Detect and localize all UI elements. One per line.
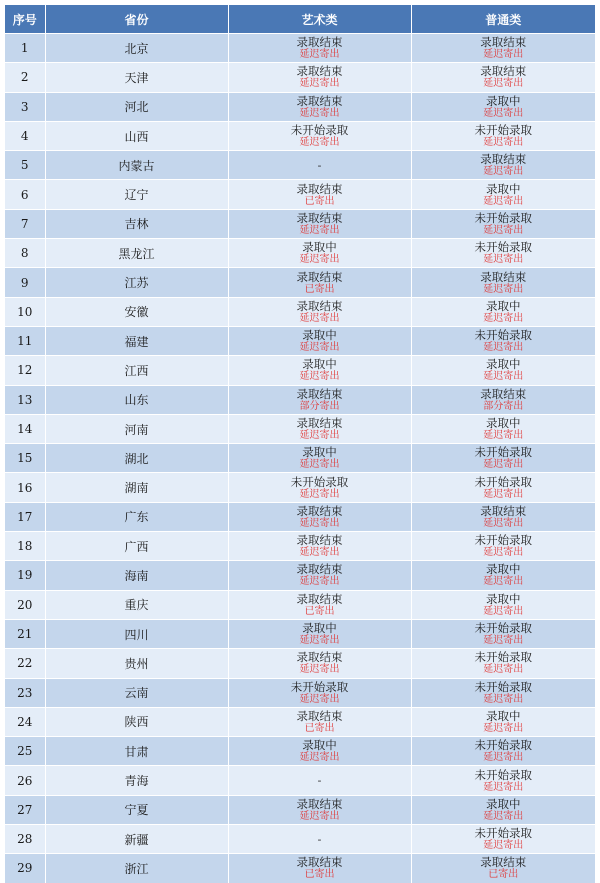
general-status-cell bbox=[411, 825, 595, 854]
general-admission-status: 未开始录取 bbox=[474, 240, 532, 255]
art-shipping-status: 延迟寄出 bbox=[299, 254, 340, 266]
art-shipping-status: 延迟寄出 bbox=[299, 576, 340, 588]
art-shipping-status: 延迟寄出 bbox=[299, 78, 340, 90]
general-status-cell bbox=[411, 121, 595, 150]
general-admission-status: 录取结束 bbox=[480, 269, 527, 284]
general-shipping-status: 延迟寄出 bbox=[483, 752, 524, 764]
table-row bbox=[5, 619, 595, 648]
province-cell: 内蒙古 bbox=[45, 151, 228, 180]
general-shipping-status: 延迟寄出 bbox=[483, 722, 524, 734]
province-cell: 黑龙江 bbox=[45, 239, 228, 268]
art-admission-status: 录取结束 bbox=[296, 64, 343, 79]
general-admission-status: 未开始录取 bbox=[474, 767, 532, 782]
general-admission-status: 录取结束 bbox=[480, 64, 527, 79]
table-row bbox=[5, 707, 595, 736]
table-row bbox=[5, 180, 595, 209]
province-cell: 吉林 bbox=[45, 209, 228, 238]
general-shipping-status: 延迟寄出 bbox=[483, 166, 524, 178]
general-admission-status: 未开始录取 bbox=[474, 621, 532, 636]
art-status-cell bbox=[228, 825, 411, 854]
art-status-cell bbox=[228, 678, 411, 707]
province-cell: 辽宁 bbox=[45, 180, 228, 209]
header-art: 艺术类 bbox=[228, 5, 411, 34]
row-index: 25 bbox=[5, 737, 45, 766]
art-admission-status: - bbox=[317, 832, 322, 846]
general-shipping-status: 延迟寄出 bbox=[483, 224, 524, 236]
table-row bbox=[5, 678, 595, 707]
art-status-cell bbox=[228, 239, 411, 268]
general-admission-status: 录取中 bbox=[486, 416, 521, 430]
art-admission-status: 录取中 bbox=[302, 240, 337, 255]
table-row bbox=[5, 590, 595, 619]
general-admission-status: 录取中 bbox=[486, 796, 521, 811]
general-status-cell bbox=[411, 737, 595, 766]
row-index: 10 bbox=[5, 297, 45, 326]
art-shipping-status: 已寄出 bbox=[304, 722, 335, 734]
general-status-cell bbox=[411, 707, 595, 736]
general-status-cell bbox=[411, 297, 595, 326]
table-row bbox=[5, 268, 595, 297]
art-shipping-status: 已寄出 bbox=[304, 195, 335, 207]
general-shipping-status: 延迟寄出 bbox=[483, 635, 524, 647]
general-admission-status: 未开始录取 bbox=[474, 650, 532, 665]
art-status-cell bbox=[228, 766, 411, 795]
province-cell: 河南 bbox=[45, 414, 228, 443]
row-index: 1 bbox=[5, 34, 45, 63]
general-admission-status: 未开始录取 bbox=[474, 679, 532, 694]
province-cell: 山东 bbox=[45, 385, 228, 414]
general-admission-status: 录取结束 bbox=[480, 152, 527, 167]
art-admission-status: - bbox=[317, 774, 322, 788]
art-status-cell bbox=[228, 268, 411, 297]
header-general: 普通类 bbox=[411, 5, 595, 34]
art-admission-status: 录取中 bbox=[302, 445, 337, 460]
row-index: 12 bbox=[5, 356, 45, 385]
general-status-cell bbox=[411, 502, 595, 531]
row-index: 24 bbox=[5, 707, 45, 736]
general-status-cell bbox=[411, 34, 595, 63]
general-shipping-status: 延迟寄出 bbox=[483, 254, 524, 266]
art-status-cell bbox=[228, 92, 411, 121]
art-status-cell bbox=[228, 473, 411, 502]
general-status-cell bbox=[411, 561, 595, 590]
row-index: 29 bbox=[5, 854, 45, 883]
general-admission-status: 未开始录取 bbox=[474, 328, 532, 343]
art-status-cell bbox=[228, 619, 411, 648]
general-shipping-status: 延迟寄出 bbox=[483, 664, 524, 676]
province-cell: 江苏 bbox=[45, 268, 228, 297]
art-status-cell bbox=[228, 151, 411, 180]
art-shipping-status: 延迟寄出 bbox=[299, 49, 340, 61]
table-row bbox=[5, 854, 595, 883]
general-shipping-status: 延迟寄出 bbox=[483, 488, 524, 500]
province-cell: 贵州 bbox=[45, 649, 228, 678]
general-admission-status: 未开始录取 bbox=[474, 533, 532, 548]
row-index: 23 bbox=[5, 678, 45, 707]
province-cell: 陕西 bbox=[45, 707, 228, 736]
general-admission-status: 录取结束 bbox=[480, 35, 527, 50]
row-index: 20 bbox=[5, 590, 45, 619]
art-admission-status: 未开始录取 bbox=[290, 123, 349, 138]
general-admission-status: 未开始录取 bbox=[474, 738, 532, 753]
art-admission-status: 未开始录取 bbox=[290, 679, 349, 694]
province-cell: 宁夏 bbox=[45, 795, 228, 824]
general-admission-status: 未开始录取 bbox=[474, 123, 532, 138]
general-status-cell bbox=[411, 619, 595, 648]
general-status-cell bbox=[411, 180, 595, 209]
art-shipping-status: 延迟寄出 bbox=[299, 312, 340, 324]
art-status-cell bbox=[228, 180, 411, 209]
province-cell: 安徽 bbox=[45, 297, 228, 326]
general-shipping-status: 延迟寄出 bbox=[483, 312, 524, 324]
province-cell: 广东 bbox=[45, 502, 228, 531]
art-shipping-status: 已寄出 bbox=[304, 605, 335, 617]
art-shipping-status: 延迟寄出 bbox=[299, 517, 340, 529]
art-status-cell bbox=[228, 121, 411, 150]
table-row bbox=[5, 92, 595, 121]
art-shipping-status: 延迟寄出 bbox=[299, 137, 340, 149]
row-index: 28 bbox=[5, 825, 45, 854]
general-shipping-status: 延迟寄出 bbox=[483, 459, 524, 471]
art-admission-status: 录取结束 bbox=[296, 855, 343, 870]
art-status-cell bbox=[228, 297, 411, 326]
art-status-cell bbox=[228, 414, 411, 443]
table-row bbox=[5, 795, 595, 824]
table-body bbox=[5, 34, 595, 883]
province-cell: 湖北 bbox=[45, 444, 228, 473]
general-admission-status: 录取结束 bbox=[480, 855, 527, 870]
general-shipping-status: 延迟寄出 bbox=[483, 840, 524, 852]
general-status-cell bbox=[411, 209, 595, 238]
table-row bbox=[5, 737, 595, 766]
general-shipping-status: 延迟寄出 bbox=[483, 576, 524, 588]
general-admission-status: 未开始录取 bbox=[474, 826, 532, 841]
row-index: 3 bbox=[5, 92, 45, 121]
art-shipping-status: 延迟寄出 bbox=[299, 342, 340, 354]
general-shipping-status: 延迟寄出 bbox=[483, 342, 524, 354]
art-status-cell bbox=[228, 326, 411, 355]
province-cell: 江西 bbox=[45, 356, 228, 385]
art-admission-status: 录取结束 bbox=[296, 386, 343, 401]
general-admission-status: 录取中 bbox=[486, 562, 521, 577]
general-status-cell bbox=[411, 473, 595, 502]
art-admission-status: 录取结束 bbox=[296, 591, 343, 606]
art-admission-status: 录取中 bbox=[302, 357, 337, 372]
art-admission-status: 录取中 bbox=[302, 738, 337, 753]
art-status-cell bbox=[228, 649, 411, 678]
general-admission-status: 未开始录取 bbox=[474, 210, 532, 225]
general-admission-status: 录取结束 bbox=[480, 386, 527, 401]
table-row bbox=[5, 297, 595, 326]
art-admission-status: 录取结束 bbox=[296, 796, 343, 811]
art-shipping-status: 部分寄出 bbox=[299, 400, 340, 412]
general-admission-status: 录取中 bbox=[486, 708, 521, 723]
art-shipping-status: 延迟寄出 bbox=[299, 547, 340, 559]
general-status-cell bbox=[411, 326, 595, 355]
general-status-cell bbox=[411, 795, 595, 824]
table-row bbox=[5, 414, 595, 443]
art-admission-status: 录取中 bbox=[302, 621, 337, 636]
province-cell: 广西 bbox=[45, 532, 228, 561]
row-index: 7 bbox=[5, 209, 45, 238]
art-status-cell bbox=[228, 795, 411, 824]
general-shipping-status: 延迟寄出 bbox=[483, 78, 524, 90]
province-cell: 云南 bbox=[45, 678, 228, 707]
table-row bbox=[5, 385, 595, 414]
row-index: 16 bbox=[5, 473, 45, 502]
general-status-cell bbox=[411, 532, 595, 561]
art-status-cell bbox=[228, 63, 411, 92]
table-row bbox=[5, 34, 595, 63]
table-row bbox=[5, 239, 595, 268]
art-admission-status: 录取中 bbox=[302, 328, 337, 343]
row-index: 18 bbox=[5, 532, 45, 561]
general-status-cell bbox=[411, 63, 595, 92]
province-cell: 浙江 bbox=[45, 854, 228, 883]
art-status-cell bbox=[228, 209, 411, 238]
table-row bbox=[5, 532, 595, 561]
general-status-cell bbox=[411, 590, 595, 619]
art-status-cell bbox=[228, 854, 411, 883]
art-status-cell bbox=[228, 707, 411, 736]
art-shipping-status: 已寄出 bbox=[304, 283, 335, 295]
general-status-cell bbox=[411, 268, 595, 297]
general-shipping-status: 延迟寄出 bbox=[483, 517, 524, 529]
table-row bbox=[5, 326, 595, 355]
art-status-cell bbox=[228, 34, 411, 63]
table-row bbox=[5, 63, 595, 92]
province-cell: 北京 bbox=[45, 34, 228, 63]
general-status-cell bbox=[411, 385, 595, 414]
table-row bbox=[5, 766, 595, 795]
general-shipping-status: 延迟寄出 bbox=[483, 430, 524, 441]
table-row bbox=[5, 356, 595, 385]
province-cell: 河北 bbox=[45, 92, 228, 121]
table-row bbox=[5, 121, 595, 150]
general-shipping-status: 延迟寄出 bbox=[483, 107, 524, 119]
general-shipping-status: 延迟寄出 bbox=[483, 693, 524, 705]
province-cell: 新疆 bbox=[45, 825, 228, 854]
header-province: 省份 bbox=[45, 5, 228, 34]
general-shipping-status: 部分寄出 bbox=[483, 400, 524, 412]
art-admission-status: 录取结束 bbox=[296, 181, 343, 196]
province-cell: 天津 bbox=[45, 63, 228, 92]
art-admission-status: 录取结束 bbox=[296, 210, 343, 225]
table-row bbox=[5, 649, 595, 678]
art-shipping-status: 已寄出 bbox=[304, 869, 335, 881]
art-shipping-status: 延迟寄出 bbox=[299, 635, 340, 647]
table-row bbox=[5, 151, 595, 180]
art-shipping-status: 延迟寄出 bbox=[299, 107, 340, 119]
row-index: 13 bbox=[5, 385, 45, 414]
general-status-cell bbox=[411, 766, 595, 795]
table-row bbox=[5, 473, 595, 502]
general-status-cell bbox=[411, 649, 595, 678]
general-admission-status: 录取中 bbox=[486, 357, 521, 372]
admission-status-table bbox=[5, 5, 595, 883]
general-status-cell bbox=[411, 444, 595, 473]
general-admission-status: 录取中 bbox=[486, 591, 521, 606]
art-shipping-status: 延迟寄出 bbox=[299, 224, 340, 236]
general-status-cell bbox=[411, 678, 595, 707]
row-index: 26 bbox=[5, 766, 45, 795]
row-index: 8 bbox=[5, 239, 45, 268]
art-status-cell bbox=[228, 737, 411, 766]
general-admission-status: 录取中 bbox=[486, 93, 521, 108]
general-shipping-status: 延迟寄出 bbox=[483, 195, 524, 207]
art-status-cell bbox=[228, 532, 411, 561]
general-shipping-status: 延迟寄出 bbox=[483, 781, 524, 793]
art-shipping-status: 延迟寄出 bbox=[299, 430, 340, 441]
table-row bbox=[5, 825, 595, 854]
general-shipping-status: 延迟寄出 bbox=[483, 49, 524, 61]
art-shipping-status: 延迟寄出 bbox=[299, 488, 340, 500]
row-index: 15 bbox=[5, 444, 45, 473]
province-cell: 青海 bbox=[45, 766, 228, 795]
art-admission-status: 录取结束 bbox=[296, 562, 343, 577]
general-shipping-status: 延迟寄出 bbox=[483, 605, 524, 617]
art-shipping-status: 延迟寄出 bbox=[299, 693, 340, 705]
table-row bbox=[5, 502, 595, 531]
art-shipping-status: 延迟寄出 bbox=[299, 752, 340, 764]
art-admission-status: 录取结束 bbox=[296, 269, 343, 284]
art-status-cell bbox=[228, 590, 411, 619]
art-status-cell bbox=[228, 385, 411, 414]
general-shipping-status: 已寄出 bbox=[488, 869, 519, 881]
general-shipping-status: 延迟寄出 bbox=[483, 137, 524, 149]
province-cell: 福建 bbox=[45, 326, 228, 355]
general-admission-status: 录取结束 bbox=[480, 503, 527, 518]
province-cell: 海南 bbox=[45, 561, 228, 590]
row-index: 21 bbox=[5, 619, 45, 648]
table-row bbox=[5, 444, 595, 473]
art-admission-status: 录取结束 bbox=[296, 298, 343, 313]
art-shipping-status: 延迟寄出 bbox=[299, 371, 340, 383]
general-shipping-status: 延迟寄出 bbox=[483, 810, 524, 822]
table-row bbox=[5, 209, 595, 238]
art-status-cell bbox=[228, 561, 411, 590]
art-admission-status: 录取结束 bbox=[296, 503, 343, 518]
province-cell: 湖南 bbox=[45, 473, 228, 502]
row-index: 17 bbox=[5, 502, 45, 531]
general-shipping-status: 延迟寄出 bbox=[483, 547, 524, 559]
general-admission-status: 录取中 bbox=[486, 181, 521, 196]
art-admission-status: 录取结束 bbox=[296, 533, 343, 548]
art-status-cell bbox=[228, 502, 411, 531]
row-index: 27 bbox=[5, 795, 45, 824]
row-index: 22 bbox=[5, 649, 45, 678]
province-cell: 重庆 bbox=[45, 590, 228, 619]
row-index: 4 bbox=[5, 121, 45, 150]
row-index: 11 bbox=[5, 326, 45, 355]
row-index: 2 bbox=[5, 63, 45, 92]
row-index: 5 bbox=[5, 151, 45, 180]
art-admission-status: 未开始录取 bbox=[290, 474, 349, 489]
province-cell: 四川 bbox=[45, 619, 228, 648]
art-admission-status: 录取结束 bbox=[296, 35, 343, 50]
general-shipping-status: 延迟寄出 bbox=[483, 283, 524, 295]
art-shipping-status: 延迟寄出 bbox=[299, 664, 340, 676]
art-shipping-status: 延迟寄出 bbox=[299, 810, 340, 822]
table-row bbox=[5, 561, 595, 590]
general-status-cell bbox=[411, 151, 595, 180]
admission-status-table-wrapper bbox=[5, 5, 595, 883]
general-admission-status: 录取中 bbox=[486, 298, 521, 313]
general-admission-status: 未开始录取 bbox=[474, 474, 532, 489]
art-admission-status: 录取结束 bbox=[296, 708, 343, 723]
general-admission-status: 未开始录取 bbox=[474, 445, 532, 460]
general-status-cell bbox=[411, 356, 595, 385]
general-status-cell bbox=[411, 414, 595, 443]
table-header-row bbox=[5, 5, 595, 34]
art-admission-status: 录取结束 bbox=[296, 650, 343, 665]
row-index: 19 bbox=[5, 561, 45, 590]
row-index: 6 bbox=[5, 180, 45, 209]
general-status-cell bbox=[411, 239, 595, 268]
art-status-cell bbox=[228, 444, 411, 473]
province-cell: 甘肃 bbox=[45, 737, 228, 766]
header-index: 序号 bbox=[5, 5, 45, 34]
art-admission-status: 录取结束 bbox=[296, 93, 343, 108]
art-shipping-status: 延迟寄出 bbox=[299, 459, 340, 471]
art-admission-status: 录取结束 bbox=[296, 416, 343, 430]
general-status-cell bbox=[411, 854, 595, 883]
row-index: 9 bbox=[5, 268, 45, 297]
row-index: 14 bbox=[5, 414, 45, 443]
general-status-cell bbox=[411, 92, 595, 121]
province-cell: 山西 bbox=[45, 121, 228, 150]
general-shipping-status: 延迟寄出 bbox=[483, 371, 524, 383]
art-admission-status: - bbox=[317, 158, 322, 172]
art-status-cell bbox=[228, 356, 411, 385]
